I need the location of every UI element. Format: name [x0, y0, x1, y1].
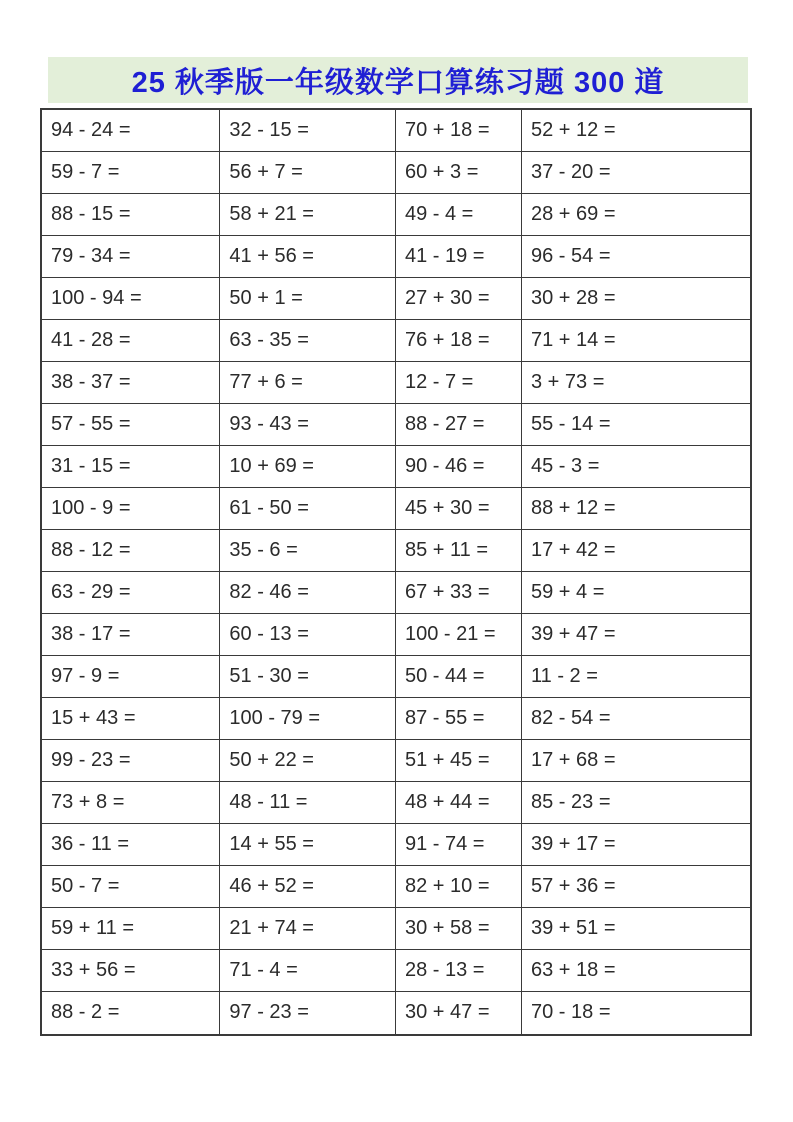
problem-cell: 39 + 51 = — [522, 908, 750, 950]
problem-cell: 93 - 43 = — [220, 404, 396, 446]
problem-cell: 88 - 15 = — [42, 194, 220, 236]
problem-cell: 28 + 69 = — [522, 194, 750, 236]
problem-cell: 31 - 15 = — [42, 446, 220, 488]
problem-cell: 51 + 45 = — [396, 740, 522, 782]
problem-cell: 100 - 21 = — [396, 614, 522, 656]
problem-cell: 50 - 44 = — [396, 656, 522, 698]
page-title: 25 秋季版一年级数学口算练习题 300 道 — [131, 66, 665, 99]
problem-cell: 45 + 30 = — [396, 488, 522, 530]
problem-cell: 12 - 7 = — [396, 362, 522, 404]
problem-cell: 59 - 7 = — [42, 152, 220, 194]
problem-cell: 79 - 34 = — [42, 236, 220, 278]
problem-cell: 52 + 12 = — [522, 110, 750, 152]
problem-cell: 49 - 4 = — [396, 194, 522, 236]
problem-cell: 37 - 20 = — [522, 152, 750, 194]
problem-cell: 71 - 4 = — [220, 950, 396, 992]
problem-cell: 88 - 2 = — [42, 992, 220, 1034]
problem-cell: 88 - 12 = — [42, 530, 220, 572]
problem-cell: 39 + 17 = — [522, 824, 750, 866]
problem-cell: 41 - 19 = — [396, 236, 522, 278]
problem-cell: 30 + 47 = — [396, 992, 522, 1034]
problem-cell: 73 + 8 = — [42, 782, 220, 824]
problem-cell: 76 + 18 = — [396, 320, 522, 362]
problem-cell: 97 - 23 = — [220, 992, 396, 1034]
problem-cell: 71 + 14 = — [522, 320, 750, 362]
problem-cell: 63 - 29 = — [42, 572, 220, 614]
problem-cell: 100 - 79 = — [220, 698, 396, 740]
problem-cell: 96 - 54 = — [522, 236, 750, 278]
problem-cell: 70 + 18 = — [396, 110, 522, 152]
problem-cell: 50 - 7 = — [42, 866, 220, 908]
problem-cell: 88 - 27 = — [396, 404, 522, 446]
problem-cell: 85 - 23 = — [522, 782, 750, 824]
problem-cell: 63 - 35 = — [220, 320, 396, 362]
problem-cell: 14 + 55 = — [220, 824, 396, 866]
problem-cell: 59 + 4 = — [522, 572, 750, 614]
problem-cell: 39 + 47 = — [522, 614, 750, 656]
problem-cell: 28 - 13 = — [396, 950, 522, 992]
problem-cell: 41 - 28 = — [42, 320, 220, 362]
problem-cell: 70 - 18 = — [531, 1001, 611, 1023]
problem-cell: 17 + 42 = — [522, 530, 750, 572]
problem-cell: 90 - 46 = — [396, 446, 522, 488]
problem-cell: 82 - 46 = — [220, 572, 396, 614]
problem-cell: 100 - 94 = — [42, 278, 220, 320]
problem-cell: 82 - 54 = — [522, 698, 750, 740]
problem-cell: 82 + 10 = — [396, 866, 522, 908]
problem-cell: 87 - 55 = — [396, 698, 522, 740]
problem-cell: 10 + 69 = — [220, 446, 396, 488]
problem-cell: 59 + 11 = — [42, 908, 220, 950]
problem-cell: 27 + 30 = — [396, 278, 522, 320]
problem-cell: 60 + 3 = — [396, 152, 522, 194]
problem-cell: 77 + 6 = — [220, 362, 396, 404]
problem-cell: 56 + 7 = — [220, 152, 396, 194]
problem-cell: 11 - 2 = — [522, 656, 750, 698]
title-band — [48, 57, 748, 103]
problem-cell: 99 - 23 = — [42, 740, 220, 782]
problem-cell: 30 + 28 = — [522, 278, 750, 320]
problem-cell: 48 + 44 = — [396, 782, 522, 824]
problem-cell: 46 + 52 = — [220, 866, 396, 908]
problem-cell: 15 + 43 = — [42, 698, 220, 740]
problem-cell: 55 - 14 = — [522, 404, 750, 446]
problem-cell: 30 + 58 = — [396, 908, 522, 950]
problem-cell: 50 + 1 = — [220, 278, 396, 320]
problem-cell: 88 + 12 = — [522, 488, 750, 530]
problem-cell: 100 - 9 = — [42, 488, 220, 530]
problem-cell: 32 - 15 = — [220, 110, 396, 152]
problem-cell: 51 - 30 = — [220, 656, 396, 698]
problem-cell: 33 + 56 = — [42, 950, 220, 992]
problem-cell: 63 + 18 = — [522, 950, 750, 992]
problem-cell: 17 + 68 = — [522, 740, 750, 782]
problem-cell: 67 + 33 = — [396, 572, 522, 614]
problem-cell: 85 + 11 = — [396, 530, 522, 572]
problem-cell: 50 + 22 = — [220, 740, 396, 782]
problem-cell: 57 + 36 = — [522, 866, 750, 908]
problem-cell: 48 - 11 = — [220, 782, 396, 824]
problem-cell: 58 + 21 = — [220, 194, 396, 236]
problem-cell: 35 - 6 = — [220, 530, 396, 572]
problems-table — [40, 108, 752, 1036]
problem-cell: 41 + 56 = — [220, 236, 396, 278]
problem-cell: 36 - 11 = — [42, 824, 220, 866]
problem-cell: 38 - 17 = — [42, 614, 220, 656]
problem-cell: 57 - 55 = — [42, 404, 220, 446]
problem-cell: 60 - 13 = — [220, 614, 396, 656]
problem-cell: 61 - 50 = — [220, 488, 396, 530]
problem-cell: 21 + 74 = — [220, 908, 396, 950]
problem-cell: 45 - 3 = — [522, 446, 750, 488]
problem-cell: 38 - 37 = — [42, 362, 220, 404]
problem-cell: 97 - 9 = — [42, 656, 220, 698]
problem-cell: 91 - 74 = — [396, 824, 522, 866]
problem-cell: 3 + 73 = — [522, 362, 750, 404]
problem-cell: 94 - 24 = — [42, 110, 220, 152]
